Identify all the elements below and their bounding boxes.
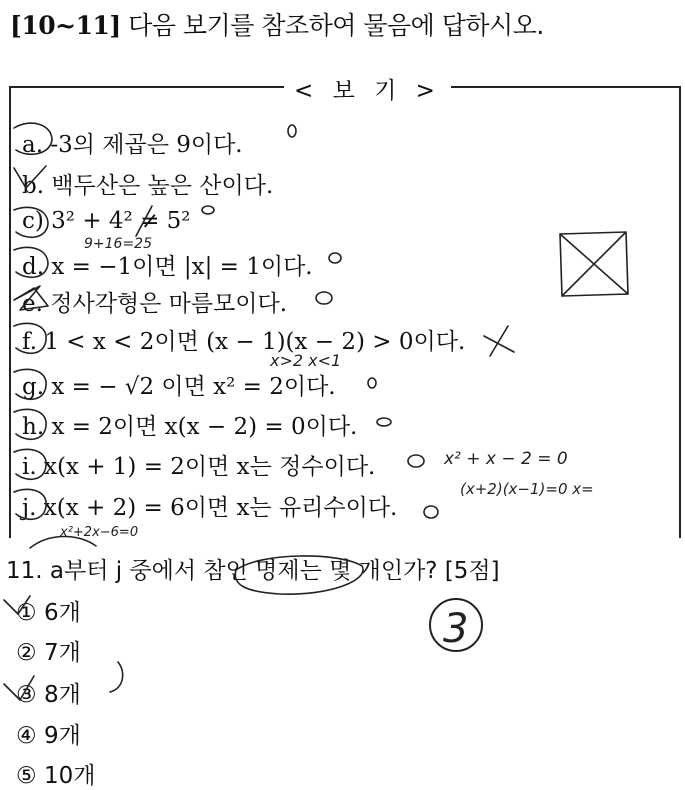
arc-stroke xyxy=(30,537,96,549)
item-text: x(x + 1) = 2이면 x는 정수이다. xyxy=(43,454,376,480)
note-c-handwritten: 9+16=25 xyxy=(84,236,152,252)
item-letter: c) xyxy=(22,208,44,234)
option-mark: ① xyxy=(16,600,37,626)
question-range: [10~11] xyxy=(10,11,121,40)
item-j xyxy=(22,489,397,522)
note-j-handwritten: x²+2x−6=0 xyxy=(60,525,139,540)
item-text: -3의 제곱은 9이다. xyxy=(50,132,243,158)
item-text: x = − √2 이면 x² = 2이다. xyxy=(51,374,336,400)
item-letter: i. xyxy=(22,454,37,480)
option-mark: ③ xyxy=(16,682,37,708)
item-text: x(x + 2) = 6이면 x는 유리수이다. xyxy=(43,495,398,521)
item-f xyxy=(22,323,465,356)
option-text: 10개 xyxy=(43,763,96,789)
item-text: x = 2이면 x(x − 2) = 0이다. xyxy=(51,414,358,440)
item-letter: f. xyxy=(22,329,38,355)
question-11 xyxy=(6,552,500,585)
item-text: 3² + 4² ≠ 5² xyxy=(51,208,191,234)
example-box-title: < 보 기 > xyxy=(284,72,451,105)
item-letter: g. xyxy=(22,374,45,400)
item-text: x = −1이면 |x| = 1이다. xyxy=(51,254,313,280)
item-b xyxy=(22,167,273,200)
option-text: 8개 xyxy=(43,682,81,708)
answer-handwritten: 3 xyxy=(443,606,469,652)
question-text: a부터 j 중에서 참인 명제는 몇 개인가? [5점] xyxy=(49,558,500,584)
option-text: 6개 xyxy=(43,600,81,626)
item-a xyxy=(22,126,243,159)
item-h xyxy=(22,408,357,441)
note-i1-handwritten: x² + x − 2 = 0 xyxy=(444,449,568,469)
item-text: 정사각형은 마름모이다. xyxy=(50,291,288,317)
instruction-text: 다음 보기를 참조하여 물음에 답하시오. xyxy=(128,11,544,40)
option-2[interactable] xyxy=(16,634,81,667)
item-i xyxy=(22,448,375,481)
option-4[interactable] xyxy=(16,717,81,750)
note-f-handwritten: x>2 x<1 xyxy=(270,351,342,370)
item-letter: h. xyxy=(22,414,45,440)
item-letter: e. xyxy=(22,291,43,317)
item-c xyxy=(22,208,191,234)
section-header xyxy=(10,6,544,42)
answer-circle xyxy=(430,599,482,651)
question-number: 11. xyxy=(6,558,43,584)
item-letter: b. xyxy=(22,173,45,199)
item-text: 1 < x < 2이면 (x − 1)(x − 2) > 0이다. xyxy=(44,329,466,355)
item-letter: j. xyxy=(22,495,37,521)
option-mark: ⑤ xyxy=(16,763,37,789)
item-d xyxy=(22,248,313,281)
option-text: 7개 xyxy=(43,640,81,666)
option-mark: ② xyxy=(16,640,37,666)
option-mark: ④ xyxy=(16,723,37,749)
note-i2-handwritten: (x+2)(x−1)=0 x= xyxy=(460,480,594,498)
item-text: 백두산은 높은 산이다. xyxy=(51,173,274,199)
item-letter: d. xyxy=(22,254,45,280)
item-letter: a. xyxy=(22,132,44,158)
option-3[interactable] xyxy=(16,676,81,709)
option-text: 9개 xyxy=(43,723,81,749)
item-e xyxy=(22,285,287,318)
option-5[interactable] xyxy=(16,757,95,790)
option2-paren xyxy=(110,662,123,692)
item-g xyxy=(22,368,336,401)
option-1[interactable] xyxy=(16,594,81,627)
